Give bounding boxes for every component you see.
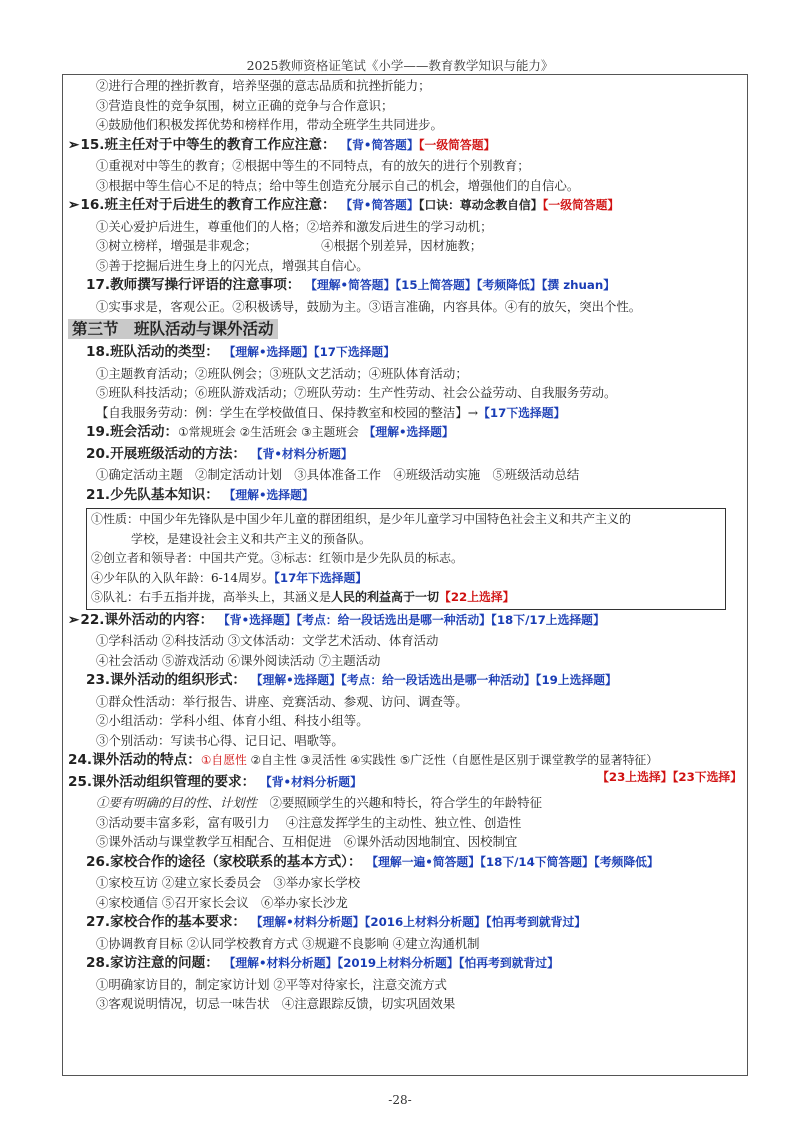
text-line: ⑤课外活动与课堂教学互相配合、互相促进 ⑥课外活动因地制宜、因校制宜 (96, 834, 518, 849)
text-line (91, 569, 721, 589)
tag-badge: 【考频降低】 (476, 278, 542, 292)
question-title: 26.家校合作的途径（家校联系的基本方式）： (86, 853, 362, 870)
tag-badge: 【15上简答题】 (395, 278, 477, 292)
tag-badge: 【怕再考到就背过】 (485, 915, 587, 929)
question-title: 28.家访注意的问题： (86, 955, 219, 971)
young-pioneers-box (86, 508, 726, 610)
text-line: ③个别活动：写读书心得、记日记、唱歌等。 (96, 732, 344, 748)
tag-badge: 【考频降低】 (593, 854, 659, 869)
text-line: ①协调教育目标 ②认同学校教育方式 ③规避不良影响 ④建立沟通机制 (96, 935, 480, 951)
section-title: 第三节 班队活动与课外活动 (68, 319, 278, 339)
tag-badge: 【理解•材料分析题】 (250, 915, 365, 929)
tag-badge: 【19上选择题】 (535, 673, 617, 687)
tag-badge: 【2016上材料分析题】 (364, 915, 486, 929)
text-line: ④鼓励他们积极发挥优势和榜样作用，带动全班学生共同进步。 (96, 117, 443, 132)
tag-badge: 【17年下选择题】 (273, 570, 368, 585)
tag-badge: 【17下选择题】 (313, 345, 396, 359)
text-line: ⑤善于挖掘后进生身上的闪光点，增强其自信心。 (96, 257, 369, 273)
tag-badge: 【背•简答题】 (340, 137, 419, 152)
tag-badge: 【22上选择】 (439, 590, 515, 604)
tag-badge: 【一级简答题】 (418, 137, 496, 152)
tag-badge: 【理解一遍•简答题】 (366, 854, 481, 869)
tag-badge: 【一级简答题】 (542, 198, 620, 212)
text-segment: ②要照顾学生的兴趣和特长，符合学生的年龄特征 (257, 795, 543, 810)
text-line: 学校，是建设社会主义和共产主义的预备队。 (131, 531, 372, 546)
question-22-heading (68, 610, 748, 632)
text-line: ②进行合理的挫折教育，培养坚强的意志品质和抗挫折能力； (96, 78, 431, 93)
tag-badge: 【考点：给一段话选出是哪一种活动】 (340, 673, 536, 687)
text-line: ①确定活动主题 ②制定活动计划 ③具体准备工作 ④班级活动实施 ⑤班级活动总结 (96, 467, 580, 482)
text-line: ②小组活动：学科小组、体育小组、科技小组等。 (96, 713, 369, 728)
text-segment: ①要有明确的目的性、计划性 (96, 795, 258, 810)
question-title: 21.少先队基本知识： (86, 486, 219, 503)
arrow-icon: ➢ (68, 136, 80, 153)
tag-badge: 【理解•选择题】 (250, 673, 341, 687)
question-title: 25.课外活动组织管理的要求： (68, 773, 256, 790)
tag-badge: 【背•简答题】 (340, 198, 419, 212)
arrow-icon: ➢ (68, 611, 80, 628)
text-segment: ④少年队的入队年龄：6-14周岁。 (91, 570, 274, 585)
page-header: 2025教师资格证笔试《小学——教育教学知识与能力》 (246, 58, 554, 73)
question-25-heading (68, 769, 748, 794)
question-19-heading (68, 422, 748, 444)
tag-badge: 【17下选择题】 (478, 405, 566, 420)
tag-badge: 【18下/14下简答题】 (480, 854, 594, 869)
tag-badge: 【怕再考到就背过】 (458, 956, 559, 970)
text-line: ③活动要丰富多彩，富有吸引力 ④注意发挥学生的主动性、独立性、创造性 (96, 814, 522, 830)
text-line: ④社会活动 ⑤游戏活动 ⑥课外阅读活动 ⑦主题活动 (96, 652, 381, 668)
tag-badge: 【背•选择题】 (217, 612, 297, 627)
text-line: ③客观说明情况，切忌一味告状 ④注意跟踪反馈，切实巩固效果 (96, 996, 456, 1011)
text-line (68, 236, 748, 256)
text-segment: ②自主性 ③灵活性 ④实践性 ⑤广泛性（自愿性是区别于课堂教学的显著特征） (246, 753, 659, 767)
question-27-heading (68, 912, 748, 934)
question-24-heading (68, 750, 748, 772)
page-number: -28- (388, 1093, 412, 1107)
text-segment: ③树立榜样，增强是非观念； (96, 238, 258, 253)
question-title: 20.开展班级活动的方法： (86, 445, 247, 462)
text-line: ②创立者和领导者：中国共产党。③标志：红领巾是少先队员的标志。 (91, 551, 464, 565)
question-18-heading (68, 342, 748, 364)
question-23-heading (68, 670, 748, 692)
arrow-icon: ➢ (68, 197, 80, 213)
text-line: ①明确家访目的，制定家访计划 ②平等对待家长，注意交流方式 (96, 976, 447, 992)
text-line: ①重视对中等生的教育；②根据中等生的不同特点，有的放矢的进行个别教育； (96, 158, 530, 173)
tag-badge: 【撰 zhuan】 (541, 278, 616, 292)
text-line: ①实事求是，客观公正。②积极诱导，鼓励为主。③语言准确，内容具体。④有的放矢，突出个性。 (96, 298, 642, 314)
tag-badge: 【理解•简答题】 (305, 278, 396, 292)
text-segment: ④根据个别差异，因材施教； (321, 238, 483, 253)
question-15-heading (68, 135, 748, 157)
text-line: ①家校互访 ②建立家长委员会 ③举办家长学校 (96, 875, 361, 890)
question-title: 15.班主任对于中等生的教育工作应注意： (80, 136, 336, 153)
question-17-heading (68, 275, 748, 297)
text-segment: ①自愿性 (200, 753, 247, 767)
question-20-heading (68, 444, 748, 466)
tag-badge: 【23上选择】 (597, 769, 673, 784)
question-title: 16.班主任对于后进生的教育工作应注意： (80, 197, 336, 213)
question-title: 23.课外活动的组织形式： (86, 672, 247, 688)
tag-badge: 【背•材料分析题】 (250, 446, 353, 461)
question-16-heading (68, 195, 748, 217)
text-line: ①学科活动 ②科技活动 ③文体活动：文学艺术活动、体育活动 (96, 633, 439, 648)
text-line: ③营造良性的竞争氛围，树立正确的竞争与合作意识； (96, 97, 394, 113)
text-line (68, 793, 748, 813)
text-segment: 【自我服务劳动：例：学生在学校做值日、保持教室和校园的整洁】→ (96, 404, 479, 420)
text-line: ⑤班队科技活动；⑥班队游戏活动；⑦班队劳动：生产性劳动、社会公益劳动、自我服务劳动。 (96, 385, 617, 400)
text-line: ③根据中等生信心不足的特点；给中等生创造充分展示自己的机会，增强他们的自信心。 (96, 177, 580, 193)
mnemonic-tip: 【口诀：尊动念教自信】 (418, 198, 543, 212)
text-segment: ⑤队礼：右手五指并拢，高举头上，其涵义是 (91, 590, 332, 604)
text-line: ④家校通信 ⑤召开家长会议 ⑥举办家长沙龙 (96, 894, 348, 910)
text-segment: 人民的利益高于一切 (331, 590, 440, 604)
text-line: ①群众性活动：举行报告、讲座、竞赛活动、参观、访问、调查等。 (96, 693, 468, 709)
question-title: 22.课外活动的内容： (80, 611, 214, 628)
section-heading (68, 317, 748, 341)
tag-badge: 【背•材料分析题】 (259, 774, 362, 789)
text-segment: ①常规班会 ②生活班会 ③主题班会 (178, 425, 359, 439)
tag-badge: 【理解•选择题】 (363, 425, 454, 439)
question-28-heading (68, 953, 748, 975)
tag-badge: 【23下选择】 (672, 769, 742, 784)
text-line: ①关心爱护后进生，尊重他们的人格；②培养和激发后进生的学习动机； (96, 218, 493, 234)
tag-badge: 【考点：给一段话选出是哪一种活动】 (296, 612, 491, 627)
tag-badge: 【理解•选择题】 (223, 345, 314, 359)
question-title: 24.课外活动的特点： (68, 752, 201, 768)
question-title: 19.班会活动： (86, 424, 179, 440)
question-26-heading (68, 852, 748, 874)
question-title: 17.教师撰写操行评语的注意事项： (86, 277, 301, 293)
question-21-heading (68, 485, 748, 507)
page-content (68, 76, 748, 1014)
question-title: 27.家校合作的基本要求： (86, 914, 247, 930)
text-line: ①性质：中国少年先锋队是中国少年儿童的群团组织，是少年儿童学习中国特色社会主义和共产主义的 (91, 512, 632, 526)
text-line: ①主题教育活动；②班队例会；③班队文艺活动；④班队体育活动； (96, 365, 468, 381)
tag-badge: 【理解•材料分析题】 (223, 956, 338, 970)
tag-group (597, 770, 742, 784)
tag-badge: 【18下/17上选择题】 (490, 612, 605, 627)
text-line (68, 403, 748, 423)
tag-badge: 【理解•选择题】 (223, 487, 314, 502)
question-title: 18.班队活动的类型： (86, 344, 219, 360)
tag-badge: 【2019上材料分析题】 (337, 956, 459, 970)
text-line (91, 588, 721, 608)
